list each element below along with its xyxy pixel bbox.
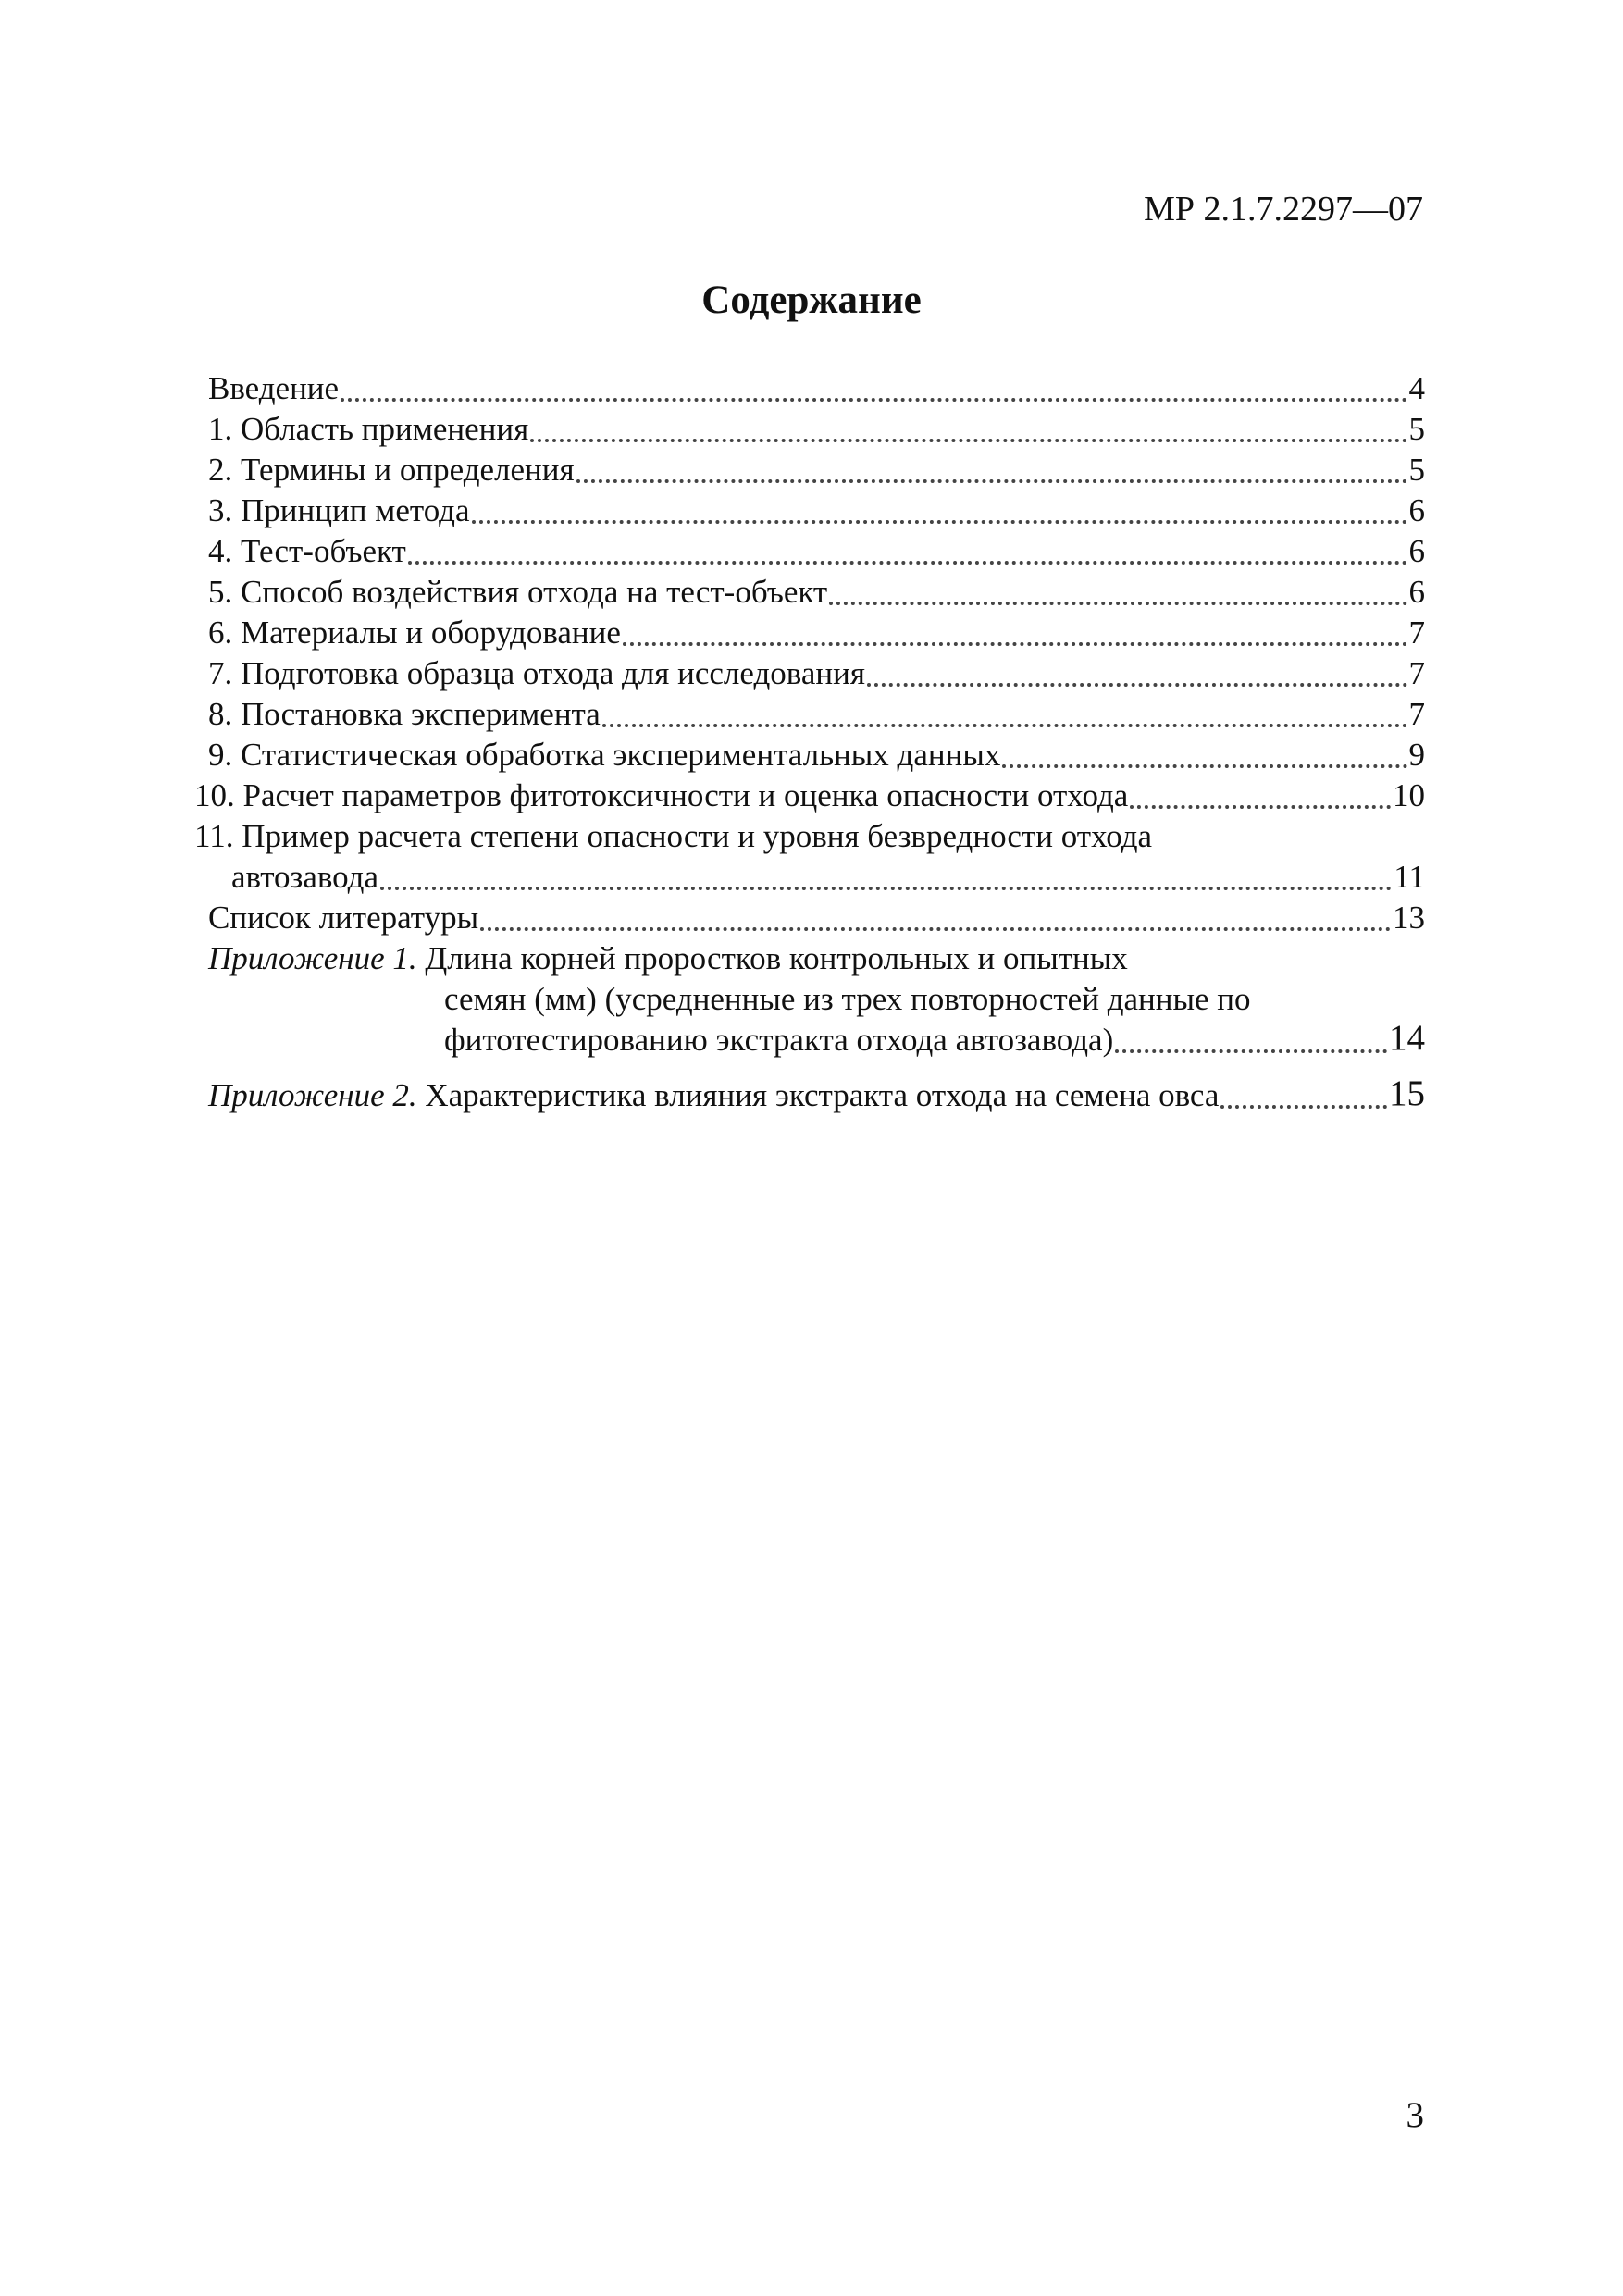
appendix-text: Длина корней проростков контрольных и опытных <box>425 940 1128 976</box>
appendix-prefix: Приложение 1. <box>208 940 417 976</box>
toc-appendix-1-line2 <box>194 977 1425 1018</box>
toc-appendix-1-line1[interactable] <box>194 937 1425 977</box>
dot-leader <box>472 489 1407 524</box>
appendix-text: Характеристика влияния экстракта отхода на семена овса <box>425 1077 1220 1113</box>
toc-entry-1[interactable] <box>194 407 1425 448</box>
table-of-contents <box>194 366 1425 1114</box>
toc-entry-4[interactable] <box>194 529 1425 570</box>
toc-entry-label: Список литературы <box>208 900 479 936</box>
page-title: Содержание <box>701 279 922 322</box>
toc-entry-label: 3. Принцип метода <box>208 492 470 528</box>
toc-entry-7[interactable] <box>194 652 1425 692</box>
toc-entry-page: 9 <box>1408 737 1425 773</box>
toc-entry-page: 7 <box>1408 696 1425 732</box>
toc-appendix-1-line3[interactable] <box>194 1018 1425 1059</box>
toc-entry-page: 6 <box>1408 574 1425 610</box>
toc-entry-label: 4. Тест-объект <box>208 533 406 569</box>
toc-entry-10[interactable] <box>194 774 1425 814</box>
dot-leader <box>530 407 1406 442</box>
appendix-prefix: Приложение 2. <box>208 1077 417 1113</box>
dot-leader <box>1002 733 1406 768</box>
dot-leader <box>408 529 1407 565</box>
toc-entry-page: 13 <box>1393 900 1425 936</box>
toc-entry-6[interactable] <box>194 611 1425 652</box>
toc-entry-label: 8. Постановка эксперимента <box>208 696 601 732</box>
dot-leader <box>829 570 1406 605</box>
dot-leader <box>867 652 1407 687</box>
dot-leader <box>1130 774 1391 809</box>
toc-entry-3[interactable] <box>194 489 1425 529</box>
toc-entry-label: 7. Подготовка образца отхода для исследования <box>208 655 865 691</box>
toc-entry-label: 9. Статистическая обработка экспериментальных данных <box>208 737 1001 773</box>
toc-entry-references[interactable] <box>194 896 1425 937</box>
dot-leader <box>602 692 1407 727</box>
dot-leader <box>623 611 1407 646</box>
toc-entry-2[interactable] <box>194 448 1425 489</box>
toc-entry-9[interactable] <box>194 733 1425 774</box>
toc-entry-label: 1. Область применения <box>208 411 529 447</box>
dot-leader <box>1220 1074 1387 1109</box>
appendix-text: фитотестированию экстракта отхода автозавода) <box>444 1022 1114 1058</box>
toc-entry-label: Введение <box>208 370 340 406</box>
dot-leader <box>380 855 1392 890</box>
toc-entry-8[interactable] <box>194 692 1425 733</box>
toc-entry-page: 4 <box>1408 370 1425 406</box>
toc-entry-page: 6 <box>1408 533 1425 569</box>
toc-entry-label: 5. Способ воздействия отхода на тест-объект <box>208 574 828 610</box>
toc-entry-page: 7 <box>1408 614 1425 651</box>
appendix-text: семян (мм) (усредненные из трех повторностей данные по <box>444 981 1251 1017</box>
toc-entry-page: 6 <box>1408 492 1425 528</box>
toc-entry-introduction[interactable] <box>194 366 1425 407</box>
toc-entry-page: 15 <box>1389 1074 1425 1113</box>
toc-entry-label: 6. Материалы и оборудование <box>208 614 621 651</box>
toc-entry-page: 5 <box>1408 452 1425 488</box>
toc-entry-page: 11 <box>1394 859 1425 895</box>
toc-entry-page: 14 <box>1389 1018 1425 1058</box>
toc-entry-label: автозавода <box>231 859 379 895</box>
dot-leader <box>341 366 1406 402</box>
toc-entry-label: 10. Расчет параметров фитотоксичности и оценка опасности отхода <box>194 777 1129 813</box>
toc-appendix-2[interactable] <box>194 1064 1425 1114</box>
toc-entry-11-line2[interactable] <box>194 855 1425 896</box>
dot-leader <box>576 448 1407 483</box>
document-code: МР 2.1.7.2297—07 <box>1144 190 1423 229</box>
toc-entry-page: 5 <box>1408 411 1425 447</box>
dot-leader <box>480 896 1391 931</box>
dot-leader <box>1115 1018 1387 1053</box>
toc-entry-11-line1[interactable] <box>194 814 1425 855</box>
page-number: 3 <box>1406 2095 1424 2135</box>
toc-entry-label: 2. Термины и определения <box>208 452 575 488</box>
toc-entry-5[interactable] <box>194 570 1425 611</box>
toc-entry-page: 7 <box>1408 655 1425 691</box>
toc-entry-label: 11. Пример расчета степени опасности и уровня безвредности отхода <box>194 818 1153 854</box>
toc-entry-page: 10 <box>1393 777 1425 813</box>
